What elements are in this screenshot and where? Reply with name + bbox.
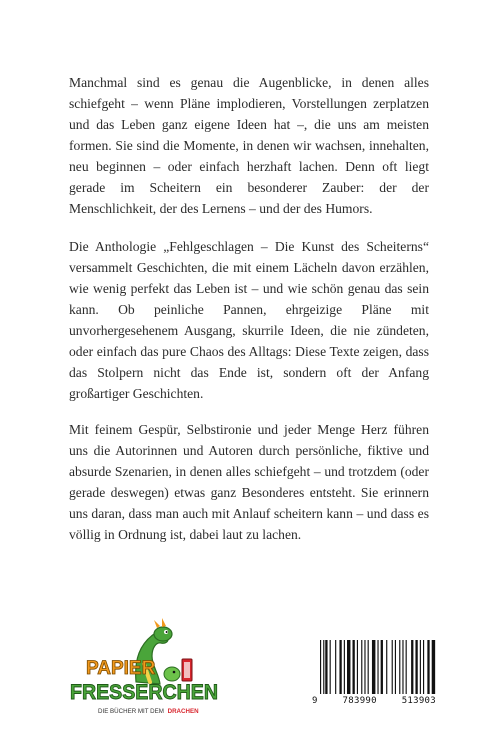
barcode-bar	[381, 640, 383, 694]
barcode-bar	[357, 640, 358, 694]
barcode-bar	[423, 640, 424, 694]
barcode-bar	[368, 640, 369, 694]
barcode-bar	[344, 640, 345, 694]
blurb-paragraph-3: Mit feinem Gespür, Selbstironie und jeder Menge Herz führen uns die Autorinnen und Autoren durch persönliche, fiktive und absurde Szenarien, in denen alles schiefgeht – und trotzdem (oder gerade deswegen) etwas ganz Besonderes entsteht. Sie erinnern uns daran, dass man auch mit Anlauf scheitern kann – und dass es völlig in Ordnung ist, dabei laut zu lachen.	[69, 422, 429, 542]
barcode-digits-right: 513903	[401, 696, 436, 706]
barcode-bar	[335, 640, 336, 694]
barcode-bar	[361, 640, 362, 694]
barcode-bars	[312, 638, 436, 696]
barcode-bar	[320, 640, 321, 694]
logo-word-fresserchen: FRESSERCHEN	[70, 681, 218, 704]
barcode-bar	[353, 640, 355, 694]
barcode-digits	[312, 696, 436, 706]
barcode-digits-left: 783990	[342, 696, 377, 706]
barcode-bar	[427, 640, 429, 694]
barcode-bar	[411, 640, 413, 694]
barcode-bar	[323, 640, 324, 694]
barcode-bar	[386, 640, 387, 694]
blurb-paragraph-1: Manchmal sind es genau die Augenblicke, in denen alles schiefgeht – wenn Pläne implodieren, Vorstellungen zerplatzen und das Leben ganz eigene Ideen hat –, die uns am meisten formen. Sie sind die Momente, in denen wir wachsen, innehalten, neu beginnen – oder einfach herzhaft lachen. Denn oft liegt gerade im Scheitern ein besonderer Zauber: der der Menschlichkeit, der des Lernens – und der des Humors.	[69, 75, 429, 216]
barcode-bar	[406, 640, 407, 694]
barcode-bar	[415, 640, 417, 694]
barcode-bar	[325, 640, 327, 694]
barcode-digit-lead: 9	[312, 696, 318, 706]
barcode-bar	[339, 640, 341, 694]
dragon-icon	[64, 604, 224, 724]
logo-tagline	[98, 708, 199, 715]
barcode-bar	[330, 640, 331, 694]
isbn-barcode	[312, 638, 436, 718]
barcode-bar	[402, 640, 403, 694]
barcode-bar	[420, 640, 421, 694]
barcode-bar	[372, 640, 375, 694]
logo-tagline-part1: DIE BÜCHER MIT DEM	[98, 708, 164, 715]
publisher-logo	[64, 604, 224, 724]
barcode-bar	[432, 640, 435, 694]
barcode-bar	[377, 640, 378, 694]
logo-word-papier: PAPIER	[86, 658, 156, 679]
barcode-bar	[347, 640, 350, 694]
barcode-bar	[364, 640, 365, 694]
barcode-bar	[399, 640, 400, 694]
barcode-bar	[395, 640, 396, 694]
barcode-bar	[392, 640, 393, 694]
blurb-paragraph-2: Die Anthologie „Fehlgeschlagen – Die Kunst des Scheiterns“ versammelt Geschichten, die mit einem Lächeln davon erzählen, wie wenig perfekt das Leben ist – und wie schön genau das sein kann. Ob peinliche Pannen, ehrgeizige Pläne mit unvorhergesehenem Ausgang, skurrile Ideen, die nie zündeten, oder einfach das pure Chaos des Alltags: Diese Texte zeigen, dass das Stolpern nicht das Ende ist, sondern oft der Anfang großartiger Geschichten.	[69, 239, 429, 401]
logo-tagline-part2: DRACHEN	[167, 708, 199, 715]
